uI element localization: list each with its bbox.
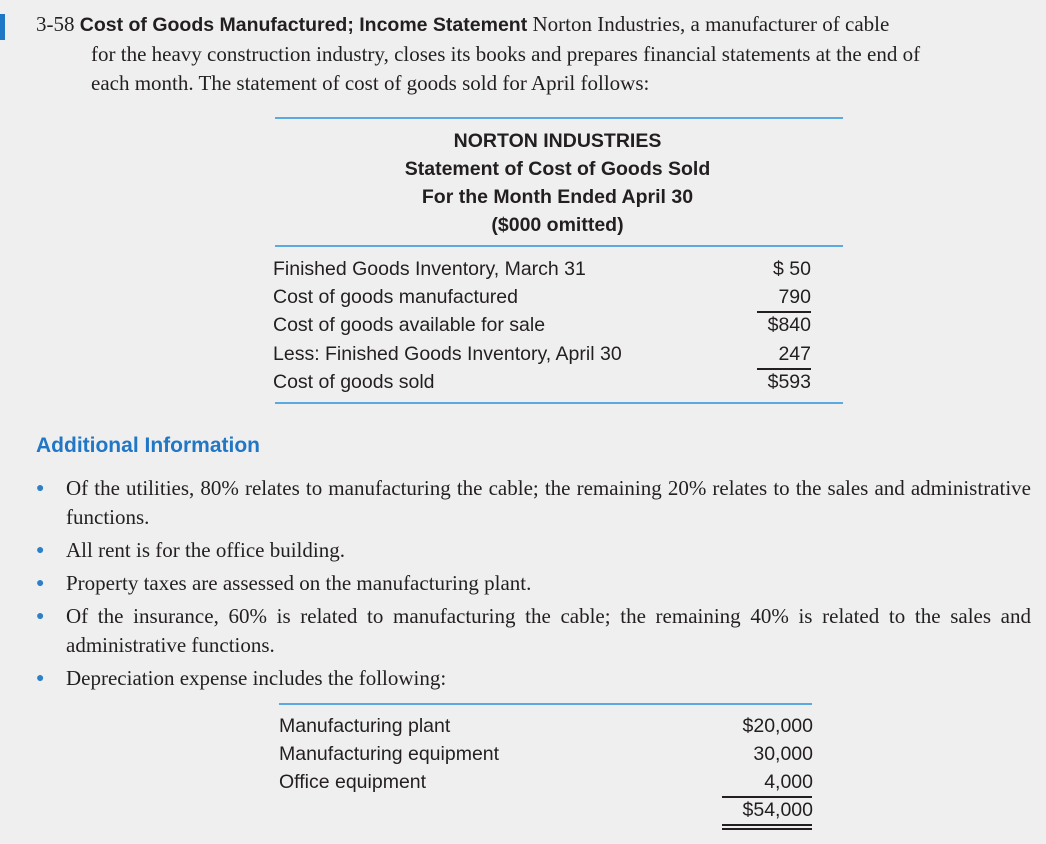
statement-row-amount: 790 [778,286,811,308]
depreciation-row [279,740,813,768]
depreciation-row-label: Office equipment [279,771,427,793]
list-item-text: All rent is for the office building. [66,538,345,562]
statement-row [273,283,811,311]
depreciation-row [279,768,813,796]
statement-header-rule [275,245,843,247]
bullet-icon: ● [36,671,45,686]
depreciation-row-amount: $20,000 [742,715,813,737]
list-item-text: Of the insurance, 60% is related to manufacturing the cable; the remaining 40% is related to the sales and administrative functions. [66,604,1031,657]
statement-period: For the Month Ended April 30 [421,186,694,208]
list-item [36,664,1031,693]
statement-row [273,368,811,396]
problem-statement [36,10,1026,98]
depreciation-double-underline-2 [722,828,812,830]
problem-title: Cost of Goods Manufactured; Income Statement [79,14,528,36]
bullet-icon: ● [36,576,45,591]
statement-title: Statement of Cost of Goods Sold [404,158,711,180]
list-item [36,536,1031,565]
bullet-icon: ● [36,481,45,496]
statement-row-amount: 247 [778,343,811,365]
statement-row-label: Cost of goods manufactured [273,286,518,308]
problem-intro-line-2: for the heavy construction industry, closes its books and prepares financial statements at the end of [91,42,921,66]
problem-number: 3-58 [36,12,75,36]
statement-company: NORTON INDUSTRIES [453,130,662,152]
additional-info-heading: Additional Information [36,434,260,457]
depreciation-row-amount: 4,000 [764,771,813,793]
bullet-icon: ● [36,543,45,558]
statement-row-label: Less: Finished Goods Inventory, April 30 [273,343,622,365]
list-item-text: Of the utilities, 80% relates to manufacturing the cable; the remaining 20% relates to the sales and administrative functions. [66,476,1031,529]
depreciation-row [279,712,813,740]
statement-units: ($000 omitted) [491,214,624,236]
additional-info-list [36,474,1031,697]
list-item [36,602,1031,660]
depreciation-total-row [279,796,813,824]
list-item-text: Property taxes are assessed on the manufacturing plant. [66,571,532,595]
list-item [36,569,1031,598]
depreciation-row-label: Manufacturing plant [279,715,451,737]
statement-row [273,311,811,339]
depreciation-double-underline-1 [722,824,812,826]
list-item-text: Depreciation expense includes the following: [66,666,447,690]
problem-intro-line-1: Norton Industries, a manufacturer of cable [532,12,890,36]
statement-row-label: Finished Goods Inventory, March 31 [273,258,586,280]
problem-marker-bar [0,14,5,40]
depreciation-row-label: Manufacturing equipment [279,743,500,765]
statement-row-amount: $840 [767,314,811,336]
statement-header [275,127,840,239]
list-item [36,474,1031,532]
depreciation-top-rule [279,703,812,705]
depreciation-row-amount: 30,000 [753,743,813,765]
bullet-icon: ● [36,609,45,624]
statement-row [273,255,811,283]
depreciation-total-amount: $54,000 [742,799,813,821]
statement-row-label: Cost of goods sold [273,371,435,393]
statement-row-label: Cost of goods available for sale [273,314,546,336]
statement-top-rule [275,117,843,119]
statement-bottom-rule [275,402,843,404]
statement-row [273,340,811,368]
statement-row-amount: $593 [767,371,811,393]
problem-intro-line-3: each month. The statement of cost of goods sold for April follows: [91,71,650,95]
statement-row-amount: $ 50 [773,258,811,280]
